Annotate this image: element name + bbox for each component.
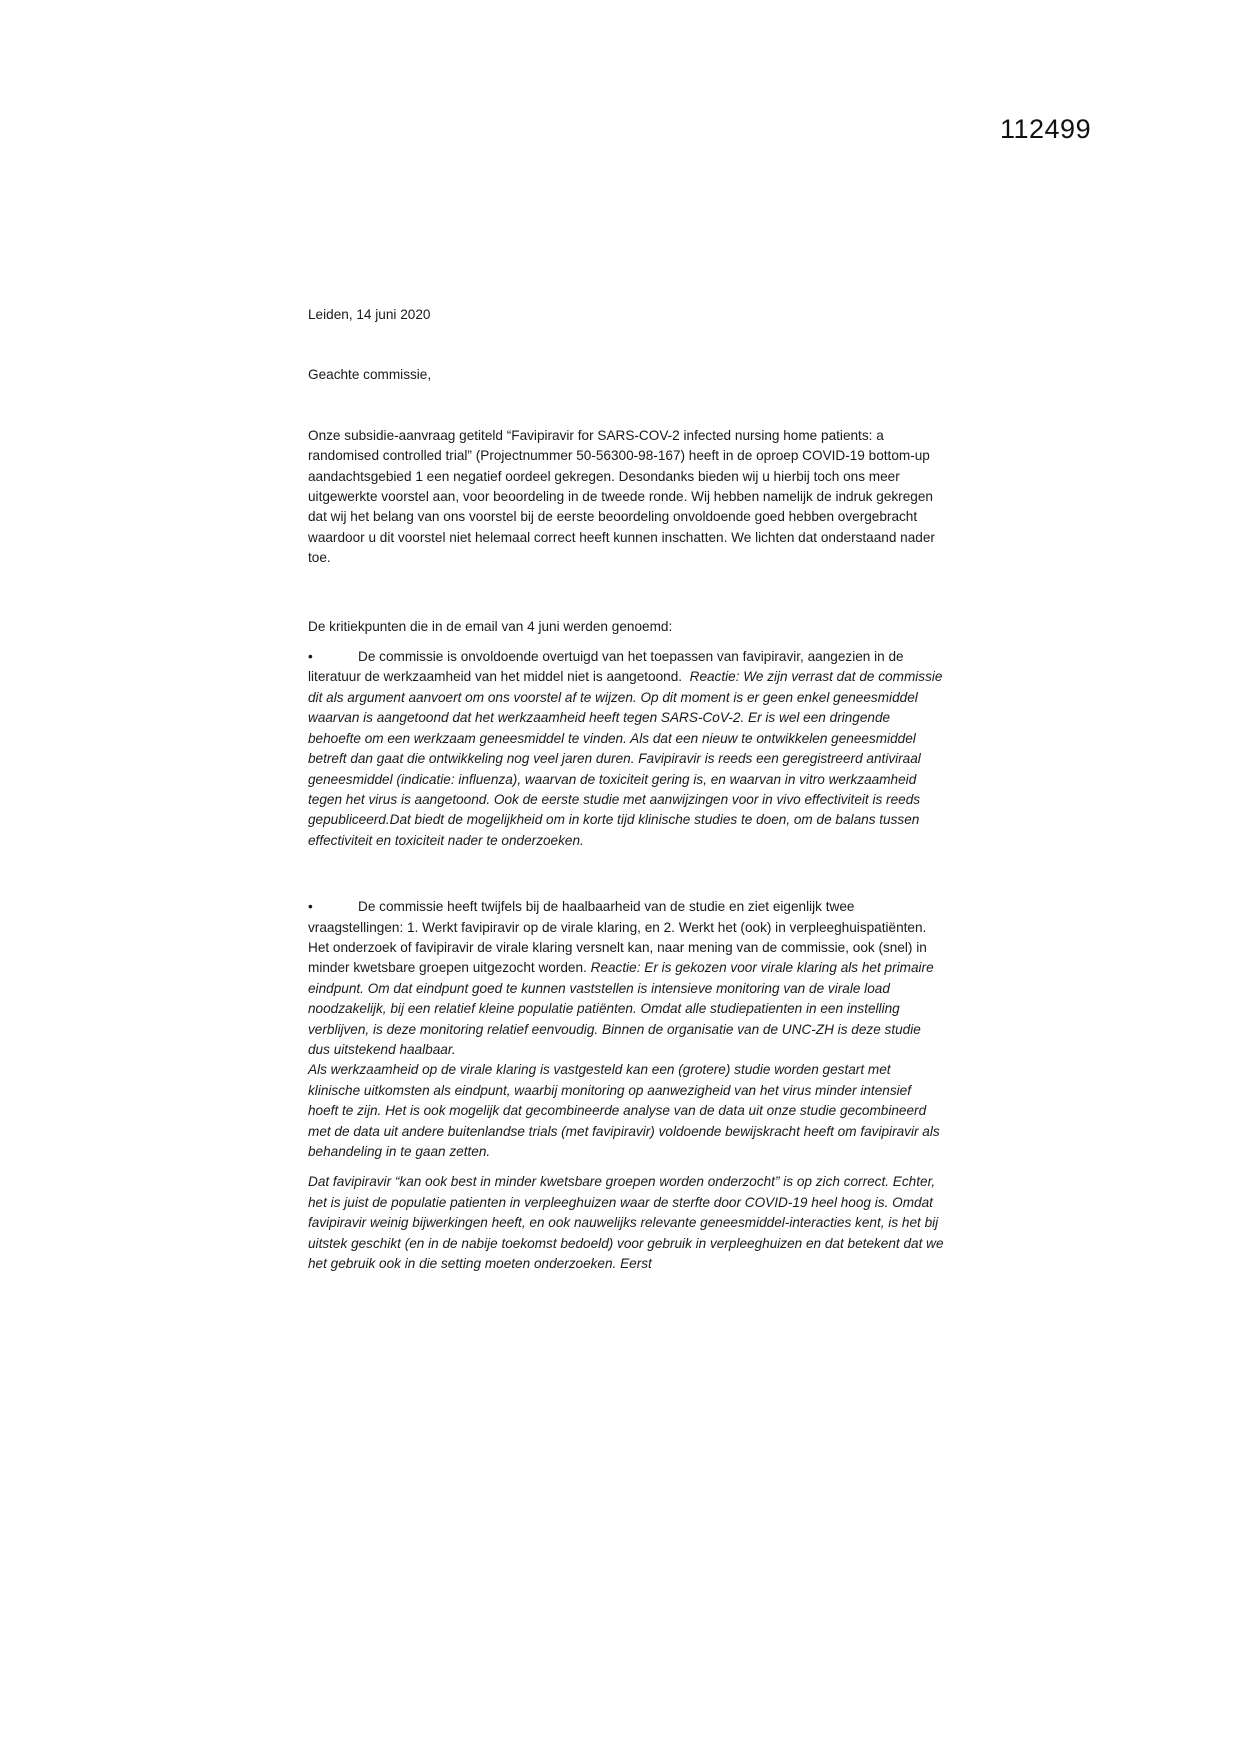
criticism-point-2-text: De commissie heeft twijfels bij de haalbaarheid van de studie en ziet eigenlijk twee vraagstellingen: 1. Werkt favipiravir op de virale klaring, en 2. Werkt het (ook) in verpleeghuispatiënten. Het onderzoek of favipiravir de virale klaring versnelt kan, naar mening van de commissie, ook (snel) in minder kwetsbare groepen uitgezocht worden.	[308, 899, 927, 976]
criticism-point-2-reaction: Reactie: Er is gekozen voor virale klaring als het primaire eindpunt. Om dat eindpunt goed te kunnen vaststellen is intensieve monitoring van de virale load noodzakelijk, bij een relatief kleine populatie patiënten. Omdat alle studiepatienten in een instelling verblijven, is deze monitoring relatief eenvoudig. Binnen de organisatie van de UNC-ZH is deze studie dus uitstekend haalbaar.	[308, 960, 934, 1057]
intro-paragraph: Onze subsidie-aanvraag getiteld “Favipiravir for SARS-COV-2 infected nursing home patients: a randomised controlled trial” (Projectnummer 50-56300-98-167) heeft in de oproep COVID-19 bottom-up aandachtsgebied 1 een negatief oordeel gekregen. Desondanks bieden wij u hierbij toch ons meer uitgewerkte voorstel aan, voor beoordeling in de tweede ronde. Wij hebben namelijk de indruk gekregen dat wij het belang van ons voorstel bij de eerste beoordeling onvoldoende goed hebben overgebracht waardoor u dit voorstel niet helemaal correct heeft kunnen inschatten. We lichten dat onderstaand nader toe.	[308, 427, 935, 566]
criticism-point-1-text: De commissie is onvoldoende overtuigd van het toepassen van favipiravir, aangezien in de literatuur de werkzaamheid van het middel niet is aangetoond.	[308, 649, 904, 685]
bullet-icon: •	[308, 649, 313, 665]
criticism-point-1	[308, 647, 944, 851]
criticism-point-2	[308, 897, 944, 1060]
document-number: 112499	[1000, 114, 1092, 144]
criticism-point-1-reaction: Reactie: We zijn verrast dat de commissie dit als argument aanvoert om ons voorstel af te wijzen. Op dit moment is er geen enkel geneesmiddel waarvan is aangetoond dat het werkzaamheid heeft tegen SARS-CoV-2. Er is wel een dringende behoefte om een werkzaam geneesmiddel te vinden. Als dat een nieuw te ontwikkelen geneesmiddel betreft dan gaat die ontwikkeling nog veel jaren duren. Favipiravir is reeds een geregistreerd antiviraal geneesmiddel (indicatie: influenza), waarvan de toxiciteit gering is, en waarvan in vitro werkzaamheid tegen het virus is aangetoond. Ook de eerste studie met aanwijzingen voor in vivo effectiviteit is reeds gepubliceerd.Dat biedt de mogelijkheid om in korte tijd klinische studies te doen, om de balans tussen effectiviteit en toxiciteit nader te onderzoeken.	[308, 669, 943, 848]
letter-body	[308, 305, 944, 1274]
criticism-heading: De kritiekpunten die in de email van 4 juni werden genoemd:	[308, 618, 673, 634]
salutation: Geachte commissie,	[308, 367, 432, 383]
place-date: Leiden, 14 juni 2020	[308, 307, 431, 322]
final-paragraph: Dat favipiravir “kan ook best in minder kwetsbare groepen worden onderzocht” is op zich correct. Echter, het is juist de populatie patienten in verpleeghuizen waar de sterfte door COVID-19 heel hoog is. Omdat favipiravir weinig bijwerkingen heeft, en ook nauwelijks relevante geneesmiddel-interacties kent, is het bij uitstek geschikt (en in de nabije toekomst bedoeld) voor gebruik in verpleeghuizen en dat betekent dat we het gebruik ook in die setting moeten onderzoeken. Eerst	[308, 1174, 944, 1272]
criticism-point-2-reaction-continued: Als werkzaamheid op de virale klaring is vastgesteld kan een (grotere) studie worden gestart met klinische uitkomsten als eindpunt, waarbij monitoring op aanwezigheid van het virus minder intensief hoeft te zijn. Het is ook mogelijk dat gecombineerde analyse van de data uit onze studie gecombineerd met de data uit andere buitenlandse trials (met favipiravir) voldoende bewijskracht heeft om favipiravir als behandeling in te gaan zetten.	[308, 1062, 940, 1159]
bullet-icon: •	[308, 899, 313, 915]
